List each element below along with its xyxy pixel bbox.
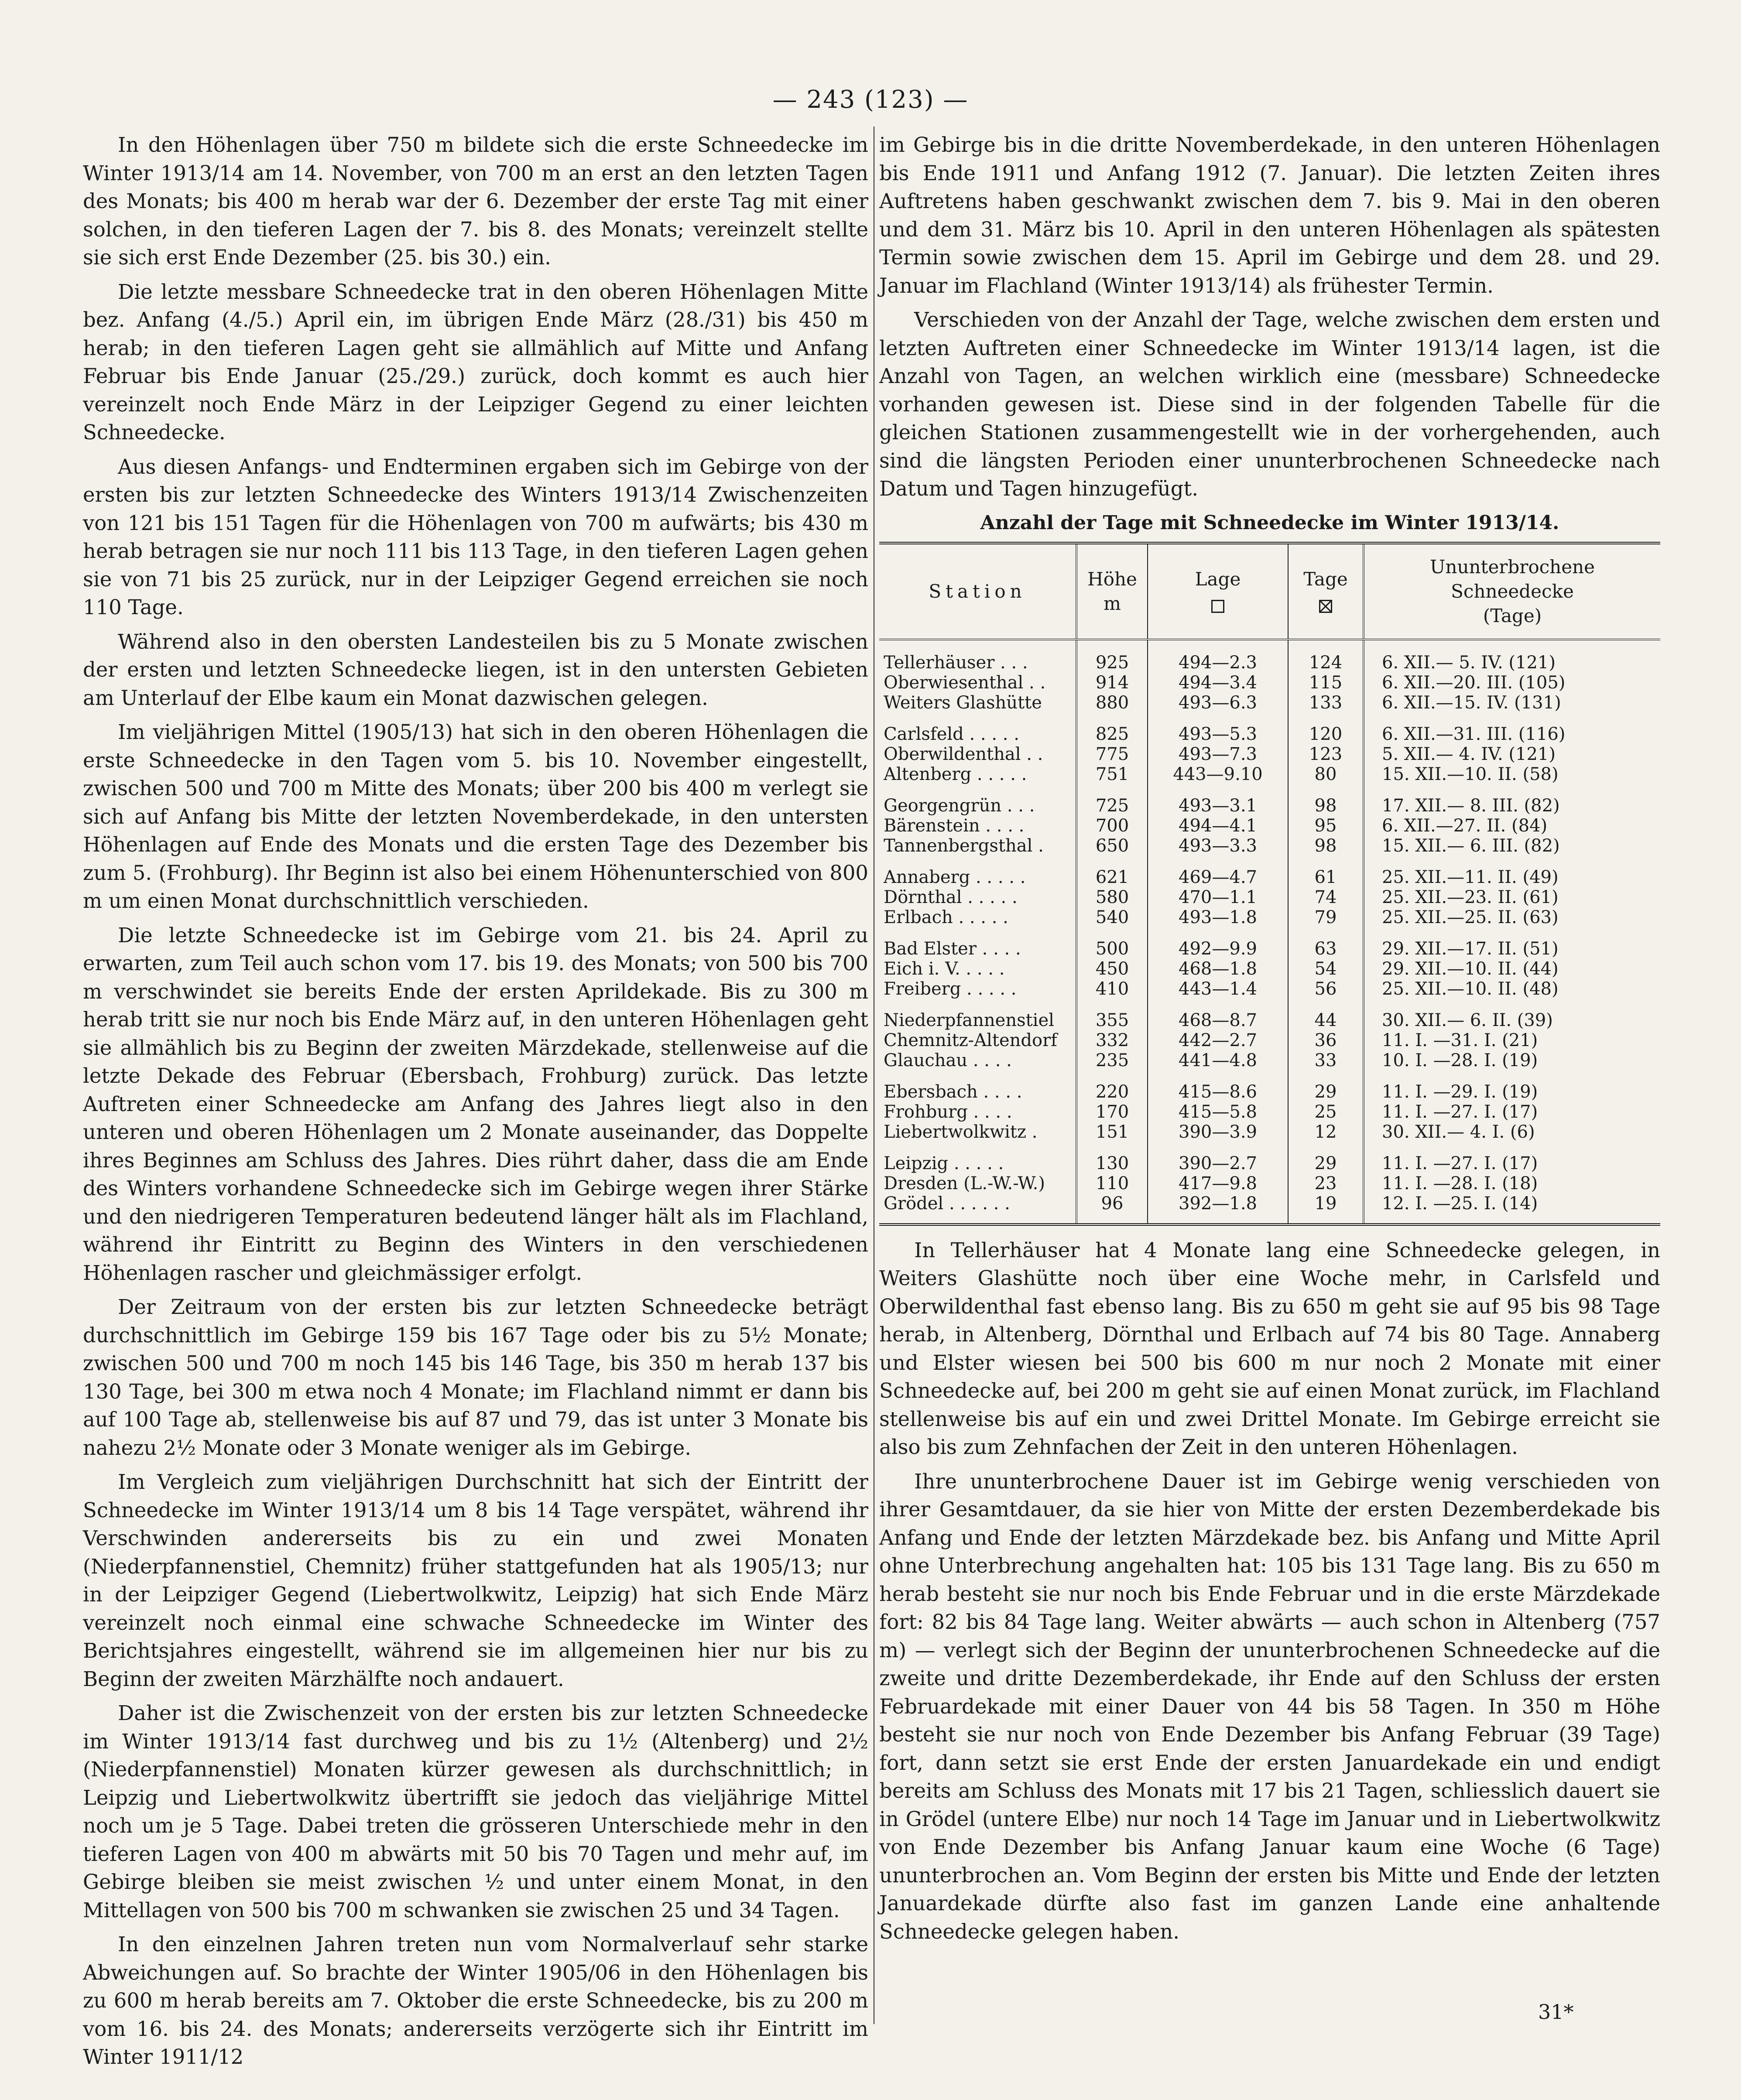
cell-lage: 469—4.7 (1148, 856, 1288, 887)
cell-ununterbrochen: 6. XII.—31. III. (116) (1364, 713, 1660, 744)
cell-tage: 98 (1288, 784, 1364, 816)
column-header-lage (1148, 543, 1288, 640)
cell-lage: 390—2.7 (1148, 1142, 1288, 1173)
cell-station: Oberwiesenthal . . (884, 672, 1046, 693)
cell-tage: 44 (1288, 999, 1364, 1030)
crossed-square-symbol-icon (1319, 600, 1332, 613)
cell-hoehe: 500 (1076, 927, 1148, 959)
table-row (879, 836, 1660, 856)
cell-station: Chemnitz-Altendorf (884, 1030, 1057, 1050)
cell-ununterbrochen: 5. XII.— 4. IV. (121) (1364, 744, 1660, 764)
column-header-ununterbrochen (1364, 543, 1660, 640)
paragraph: In den Höhenlagen über 750 m bildete sich die erste Schneedecke im Winter 1913/14 am 14. November, von 700 m an erst an den letzten Tagen des Monats; bis 400 m herab war der 6. Dezember der erste Tag mit einer solchen, in den tieferen Lagen der 7. bis 8. des Monats; vereinzelt stellte sie sich erst Ende Dezember (25. bis 30.) ein. (83, 133, 868, 269)
table-row (879, 713, 1660, 744)
cell-hoehe: 580 (1076, 887, 1148, 907)
table-row (879, 959, 1660, 979)
cell-lage: 417—9.8 (1148, 1173, 1288, 1194)
header-unun-unit: (Tage) (1483, 605, 1542, 626)
signature-mark: 31* (1538, 2000, 1574, 2024)
cell-hoehe: 151 (1076, 1122, 1148, 1142)
cell-station: Weiters Glashütte (884, 692, 1042, 713)
cell-hoehe: 650 (1076, 836, 1148, 856)
table-title: Anzahl der Tage mit Schneedecke im Winter 1913/14. (980, 511, 1559, 534)
cell-lage: 493—6.3 (1148, 693, 1288, 713)
cell-tage: 23 (1288, 1173, 1364, 1194)
cell-tage: 115 (1288, 673, 1364, 693)
cell-tage: 29 (1288, 1142, 1364, 1173)
paragraph: In Tellerhäuser hat 4 Monate lang eine Schneedecke gelegen, in Weiters Glashütte noch über eine Woche mehr, in Carlsfeld und Oberwildenthal fast ebenso lang. Bis zu 650 m geht sie auf 95 bis 98 Tage herab, in Altenberg, Dörnthal und Erlbach auf 74 bis 80 Tage. Annaberg und Elster wiesen bei 500 bis 600 m nur noch 2 Monate mit einer Schneedecke auf, bei 200 m geht sie auf einen Monat zurück, im Flachland stellenweise bis auf ein und zwei Drittel Monate. Im Gebirge erreicht sie also bis zum Zehnfachen der Zeit in den unteren Höhenlagen. (879, 1238, 1660, 1459)
cell-station: Ebersbach . . . . (884, 1081, 1022, 1102)
table-row (879, 907, 1660, 927)
cell-ununterbrochen: 17. XII.— 8. III. (82) (1364, 784, 1660, 816)
cell-station: Georgengrün . . . (884, 795, 1035, 816)
cell-hoehe: 235 (1076, 1050, 1148, 1071)
paragraph: Der Zeitraum von der ersten bis zur letzten Schneedecke beträgt durchschnittlich im Gebirge 159 bis 167 Tage oder bis zu 5½ Monate; zwischen 500 und 700 m noch 145 bis 146 Tage, bis 350 m herab 137 bis 130 Tage, bei 300 m etwa noch 4 Monate; im Flachland nimmt er dann bis auf 100 Tage ab, stellenweise bis auf 87 und 79, das ist unter 3 Monate bis nahezu 2½ Monate oder 3 Monate weniger als im Gebirge. (83, 1295, 868, 1460)
cell-ununterbrochen: 11. I. —28. I. (18) (1364, 1173, 1660, 1194)
cell-tage: 12 (1288, 1122, 1364, 1142)
cell-station: Altenberg . . . . . (884, 764, 1027, 784)
paragraph: In den einzelnen Jahren treten nun vom Normalverlauf sehr starke Abweichungen auf. So brachte der Winter 1905/06 in den Höhenlagen bis zu 600 m herab bereits am 7. Oktober die erste Schneedecke, bis zu 200 m vom 16. bis 24. des Monats; andererseits verzögerte sich ihr Eintritt im Winter 1911/12 (83, 1932, 868, 2069)
cell-tage: 79 (1288, 907, 1364, 927)
snow-cover-table (879, 542, 1660, 1226)
cell-station: Tannenbergsthal . (884, 835, 1044, 856)
cell-tage: 25 (1288, 1102, 1364, 1122)
cell-ununterbrochen: 11. I. —29. I. (19) (1364, 1071, 1660, 1102)
cell-hoehe: 751 (1076, 764, 1148, 784)
cell-station: Carlsfeld . . . . . (884, 724, 1019, 744)
cell-station: Bärenstein . . . . (884, 815, 1025, 836)
cell-lage: 470—1.1 (1148, 887, 1288, 907)
cell-lage: 415—5.8 (1148, 1102, 1288, 1122)
header-tage-label: Tage (1303, 568, 1348, 590)
paragraph: Die letzte Schneedecke ist im Gebirge vom 21. bis 24. April zu erwarten, zum Teil auch schon vom 17. bis 19. des Monats; von 500 bis 700 m verschwindet sie bereits Ende der ersten Aprildekade. Bis zu 300 m herab tritt sie nur noch bis Ende März auf, in den unteren Höhenlagen geht sie allmählich bis zu Beginn der zweiten Märzdekade, stellenweise auf die letzte Dekade des Februar (Ebersbach, Frohburg) zurück. Das letzte Auftreten einer Schneedecke am Anfang des Jahres liegt also in den unteren und oberen Höhenlagen um 2 Monate auseinander, das Doppelte ihres Beginnes am Schluss des Jahres. Dies rührt daher, dass die am Ende des Winters vorhandene Schneedecke sich im Gebirge wegen ihrer Stärke und den niedrigeren Temperaturen bedeutend länger hält als im Flachland, während ihr Eintritt zu Beginn des Winters in den verschiedenen Höhenlagen rascher und gleichmässiger erfolgt. (83, 923, 868, 1285)
paragraph: Ihre ununterbrochene Dauer ist im Gebirge wenig verschieden von ihrer Gesamtdauer, da sie hier von Mitte der ersten Dezemberdekade bis Anfang und Ende der letzten Märzdekade bez. bis Anfang und Mitte April ohne Unterbrechung angehalten hat: 105 bis 131 Tage lang. Bis zu 650 m herab besteht sie nur noch bis Ende Februar und in die erste Märzdekade fort: 82 bis 84 Tage lang. Weiter abwärts — auch schon in Altenberg (757 m) — verlegt sich der Beginn der ununterbrochenen Schneedecke auf die zweite und dritte Dezemberdekade, ihr Ende auf den Schluss der ersten Februardekade mit einer Dauer von 44 bis 58 Tagen. In 350 m Höhe besteht sie nur noch von Ende Dezember bis Anfang Februar (39 Tage) fort, dann setzt sie erst Ende der ersten Januardekade ein und endigt bereits am Schluss des Monats mit 17 bis 21 Tagen, schliesslich dauert sie in Grödel (untere Elbe) nur noch 14 Tage im Januar und in Liebertwolkwitz von Ende Dezember bis Anfang Januar kaum eine Woche (6 Tage) ununterbrochen an. Vom Beginn der ersten bis Mitte und Ende der letzten Januardekade dürfte also fast im ganzen Lande eine anhaltende Schneedecke gelegen haben. (879, 1469, 1660, 1943)
column-header-hoehe (1076, 543, 1148, 640)
cell-ununterbrochen: 12. I. —25. I. (14) (1364, 1194, 1660, 1224)
header-station-label: Station (929, 580, 1026, 602)
cell-ununterbrochen: 29. XII.—17. II. (51) (1364, 927, 1660, 959)
cell-station: Glauchau . . . . (884, 1050, 1012, 1071)
column-header-tage (1288, 543, 1364, 640)
cell-hoehe: 825 (1076, 713, 1148, 744)
cell-hoehe: 725 (1076, 784, 1148, 816)
cell-station: Erlbach . . . . . (884, 907, 1008, 927)
cell-station: Liebertwolkwitz . (884, 1122, 1038, 1142)
cell-hoehe: 110 (1076, 1173, 1148, 1194)
cell-hoehe: 170 (1076, 1102, 1148, 1122)
table-row (879, 764, 1660, 784)
cell-ununterbrochen: 6. XII.—15. IV. (131) (1364, 693, 1660, 713)
cell-station: Tellerhäuser . . . (884, 652, 1028, 673)
cell-hoehe: 540 (1076, 907, 1148, 927)
table-body (879, 640, 1660, 1224)
cell-lage: 494—2.3 (1148, 640, 1288, 673)
cell-ununterbrochen: 6. XII.— 5. IV. (121) (1364, 640, 1660, 673)
cell-hoehe: 220 (1076, 1071, 1148, 1102)
cell-lage: 392—1.8 (1148, 1194, 1288, 1224)
cell-lage: 443—1.4 (1148, 979, 1288, 999)
paragraph: Daher ist die Zwischenzeit von der ersten bis zur letzten Schneedecke im Winter 1913/14 fast durchweg und bis zu 1½ (Altenberg) und 2½ (Niederpfannenstiel) Monaten kürzer gewesen als durchschnittlich; in Leipzig und Liebertwolkwitz übertrifft sie jedoch das vieljährige Mittel noch um je 5 Tage. Dabei treten die grösseren Unterschiede mehr in den tieferen Lagen von 400 m abwärts mit 50 bis 70 Tagen und mehr auf, im Gebirge bleiben sie meist zwischen ½ und unter einem Monat, in den Mittellagen von 500 bis 700 m schwanken sie zwischen 25 und 34 Tagen. (83, 1701, 868, 1922)
table-row (879, 856, 1660, 887)
cell-station: Bad Elster . . . . (884, 938, 1021, 959)
table-row (879, 1030, 1660, 1050)
cell-station: Annaberg . . . . . (884, 867, 1026, 887)
table-row (879, 1194, 1660, 1224)
cell-lage: 468—1.8 (1148, 959, 1288, 979)
paragraph: Im Vergleich zum vieljährigen Durchschnitt hat sich der Eintritt der Schneedecke im Winter 1913/14 um 8 bis 14 Tage verspätet, während ihr Verschwinden andererseits bis zu ein und zwei Monaten (Niederpfannenstiel, Chemnitz) früher stattgefunden hat als 1905/13; nur in der Leipziger Gegend (Liebertwolkwitz, Leipzig) hat sich Ende März vereinzelt noch einmal eine schwache Schneedecke im Winter des Berichtsjahres eingestellt, während sie im allgemeinen hier nur bis zu Beginn der zweiten Märzhälfte noch andauert. (83, 1470, 868, 1691)
cell-ununterbrochen: 25. XII.—23. II. (61) (1364, 887, 1660, 907)
cell-hoehe: 96 (1076, 1194, 1148, 1224)
cell-station: Leipzig . . . . . (884, 1153, 1004, 1173)
cell-hoehe: 925 (1076, 640, 1148, 673)
right-column (879, 131, 1660, 1952)
paragraph: Während also in den obersten Landesteilen bis zu 5 Monate zwischen der ersten und letzten Schneedecke liegen, ist in den untersten Gebieten am Unterlauf der Elbe kaum ein Monat dazwischen gelegen. (83, 629, 868, 710)
table-row (879, 816, 1660, 836)
cell-tage: 95 (1288, 816, 1364, 836)
cell-tage: 19 (1288, 1194, 1364, 1224)
cell-tage: 98 (1288, 836, 1364, 856)
paragraph: Aus diesen Anfangs- und Endterminen ergaben sich im Gebirge von der ersten bis zur letzten Schneedecke des Winters 1913/14 Zwischenzeiten von 121 bis 151 Tagen für die Höhenlagen von 700 m aufwärts; bis 430 m herab betragen sie nur noch 111 bis 113 Tage, in den tieferen Lagen gehen sie von 71 bis 25 zurück, nur in der Leipziger Gegend erreichen sie noch 110 Tage. (83, 455, 868, 619)
cell-lage: 442—2.7 (1148, 1030, 1288, 1050)
cell-ununterbrochen: 29. XII.—10. II. (44) (1364, 959, 1660, 979)
cell-lage: 494—3.4 (1148, 673, 1288, 693)
cell-tage: 123 (1288, 744, 1364, 764)
table-row (879, 1071, 1660, 1102)
table-row (879, 887, 1660, 907)
cell-lage: 493—1.8 (1148, 907, 1288, 927)
cell-hoehe: 775 (1076, 744, 1148, 764)
table-row (879, 640, 1660, 673)
cell-station: Frohburg . . . . (884, 1101, 1012, 1122)
paragraph: Die letzte messbare Schneedecke trat in den oberen Höhenlagen Mitte bez. Anfang (4./5.) April ein, im übrigen Ende März (28./31) bis 450 m herab; in den tieferen Lagen geht sie allmählich auf Mitte und Anfang Februar bis Ende Januar (25./29.) zurück, doch kommt es auch hier vereinzelt noch Ende März in der Leipziger Gegend zu einer leichten Schneedecke. (83, 280, 868, 444)
header-unun-label: Ununterbrochene Schneedecke (1430, 556, 1595, 602)
cell-station: Dörnthal . . . . . (884, 887, 1018, 907)
cell-ununterbrochen: 6. XII.—20. III. (105) (1364, 673, 1660, 693)
table-row (879, 1142, 1660, 1173)
cell-station: Oberwildenthal . . (884, 744, 1043, 764)
table-row (879, 1122, 1660, 1142)
cell-tage: 61 (1288, 856, 1364, 887)
cell-ununterbrochen: 10. I. —28. I. (19) (1364, 1050, 1660, 1071)
cell-station: Freiberg . . . . . (884, 978, 1017, 999)
cell-ununterbrochen: 6. XII.—27. II. (84) (1364, 816, 1660, 836)
cell-tage: 124 (1288, 640, 1364, 673)
cell-lage: 493—3.1 (1148, 784, 1288, 816)
table-row (879, 744, 1660, 764)
cell-hoehe: 914 (1076, 673, 1148, 693)
cell-hoehe: 355 (1076, 999, 1148, 1030)
table-row (879, 999, 1660, 1030)
table-row (879, 1173, 1660, 1194)
cell-station: Eich i. V. . . . . (884, 958, 1005, 979)
cell-ununterbrochen: 11. I. —31. I. (21) (1364, 1030, 1660, 1050)
cell-tage: 133 (1288, 693, 1364, 713)
cell-lage: 415—8.6 (1148, 1071, 1288, 1102)
cell-tage: 63 (1288, 927, 1364, 959)
table-row (879, 927, 1660, 959)
cell-lage: 493—7.3 (1148, 744, 1288, 764)
cell-tage: 56 (1288, 979, 1364, 999)
header-hoehe-unit: m (1104, 592, 1121, 614)
paragraph: Im vieljährigen Mittel (1905/13) hat sich in den oberen Höhenlagen die erste Schneedecke in den Tagen vom 5. bis 10. November eingestellt, zwischen 500 und 700 m Mitte des Monats; über 200 bis 400 m verlegt sie sich auf Anfang bis Mitte der letzten Novemberdekade, in den untersten Höhenlagen auf Ende des Monats und die ersten Tage des Dezember bis zum 5. (Frohburg). Ihr Beginn ist also bei einem Höhenunterschied von 800 m um einen Monat durchschnittlich verschieden. (83, 720, 868, 913)
cell-lage: 468—8.7 (1148, 999, 1288, 1030)
left-column (83, 131, 868, 2077)
column-header-station (879, 543, 1076, 640)
paragraph: im Gebirge bis in die dritte Novemberdekade, in den unteren Höhenlagen bis Ende 1911 und Anfang 1912 (7. Januar). Die letzten Zeiten ihres Auftretens haben geschwankt zwischen dem 7. bis 9. Mai in den oberen und dem 31. März bis 10. April in den unteren Höhenlagen als spätesten Termin sowie zwischen dem 15. April im Gebirge und dem 28. und 29. Januar im Flachland (Winter 1913/14) als frühester Termin. (879, 133, 1660, 298)
cell-lage: 494—4.1 (1148, 816, 1288, 836)
square-symbol-icon (1211, 600, 1224, 613)
table-header-row (879, 543, 1660, 640)
cell-tage: 36 (1288, 1030, 1364, 1050)
table-row (879, 1050, 1660, 1071)
cell-hoehe: 450 (1076, 959, 1148, 979)
cell-tage: 33 (1288, 1050, 1364, 1071)
cell-station: Niederpfannenstiel (884, 1010, 1054, 1030)
cell-ununterbrochen: 11. I. —27. I. (17) (1364, 1142, 1660, 1173)
cell-lage: 390—3.9 (1148, 1122, 1288, 1142)
table-row (879, 693, 1660, 713)
cell-ununterbrochen: 11. I. —27. I. (17) (1364, 1102, 1660, 1122)
cell-ununterbrochen: 15. XII.— 6. III. (82) (1364, 836, 1660, 856)
cell-hoehe: 700 (1076, 816, 1148, 836)
cell-lage: 493—3.3 (1148, 836, 1288, 856)
cell-hoehe: 621 (1076, 856, 1148, 887)
cell-hoehe: 880 (1076, 693, 1148, 713)
cell-hoehe: 410 (1076, 979, 1148, 999)
cell-lage: 443—9.10 (1148, 764, 1288, 784)
header-hoehe-label: Höhe (1087, 568, 1137, 590)
cell-tage: 80 (1288, 764, 1364, 784)
cell-lage: 441—4.8 (1148, 1050, 1288, 1071)
cell-tage: 29 (1288, 1071, 1364, 1102)
cell-ununterbrochen: 25. XII.—25. II. (63) (1364, 907, 1660, 927)
cell-ununterbrochen: 15. XII.—10. II. (58) (1364, 764, 1660, 784)
paragraph: Verschieden von der Anzahl der Tage, welche zwischen dem ersten und letzten Auftreten einer Schneedecke im Winter 1913/14 lagen, ist die Anzahl von Tagen, an welchen wirklich eine (messbare) Schneedecke vorhanden gewesen ist. Diese sind in der folgenden Tabelle für die gleichen Stationen zusammengestellt wie in der vorhergehenden, auch sind die längsten Perioden einer ununterbrochenen Schneedecke nach Datum und Tagen hinzugefügt. (879, 308, 1660, 500)
cell-ununterbrochen: 30. XII.— 6. II. (39) (1364, 999, 1660, 1030)
cell-hoehe: 130 (1076, 1142, 1148, 1173)
cell-lage: 492—9.9 (1148, 927, 1288, 959)
header-lage-label: Lage (1195, 568, 1241, 590)
table-row (879, 979, 1660, 999)
table-row (879, 1102, 1660, 1122)
page-number-header: — 243 (123) — (772, 86, 969, 114)
cell-ununterbrochen: 30. XII.— 4. I. (6) (1364, 1122, 1660, 1142)
cell-tage: 120 (1288, 713, 1364, 744)
cell-lage: 493—5.3 (1148, 713, 1288, 744)
cell-tage: 54 (1288, 959, 1364, 979)
cell-station: Dresden (L.-W.-W.) (884, 1173, 1045, 1194)
cell-hoehe: 332 (1076, 1030, 1148, 1050)
cell-station: Grödel . . . . . . (884, 1193, 1010, 1214)
table-row (879, 784, 1660, 816)
table-row (879, 673, 1660, 693)
cell-ununterbrochen: 25. XII.—10. II. (48) (1364, 979, 1660, 999)
cell-ununterbrochen: 25. XII.—11. II. (49) (1364, 856, 1660, 887)
cell-tage: 74 (1288, 887, 1364, 907)
